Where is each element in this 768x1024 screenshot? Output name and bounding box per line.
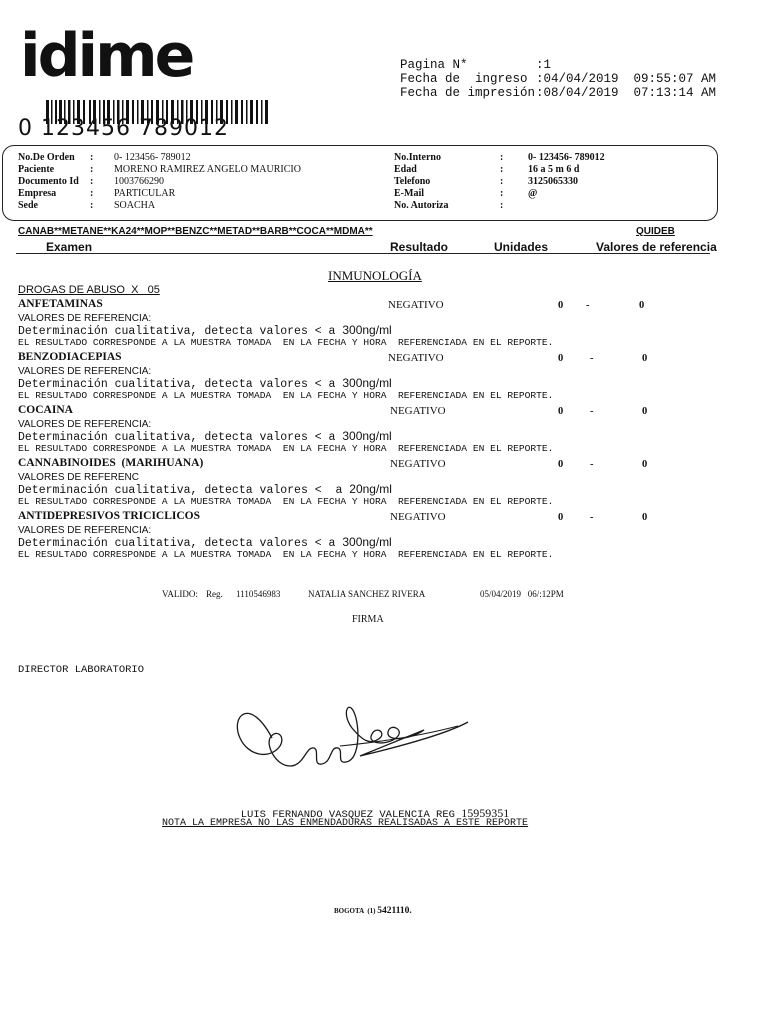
entry-date-value: :04/04/2019 09:55:07 AM [536, 72, 717, 86]
result-note: EL RESULTADO CORRESPONDE A LA MUESTRA TOMADA EN LA FECHA Y HORA REFERENCIADA EN EL REPORTE. [18, 549, 554, 560]
patient-name-value: MORENO RAMIREZ ANGELO MAURICIO [114, 164, 301, 175]
test-detail: Determinación cualitativa, detecta valores < a 300ng/ml [18, 429, 392, 444]
ref-high: 0 [642, 459, 648, 470]
test-row [0, 457, 768, 510]
company-value: PARTICULAR [114, 188, 176, 199]
test-name: BENZODIACEPIAS [18, 351, 122, 363]
ref-dash: - [590, 512, 594, 523]
test-result: NEGATIVO [388, 352, 444, 364]
lab-code: QUIDEB [636, 226, 675, 237]
order-number-value: 0- 123456- 789012 [114, 152, 191, 163]
document-id-value: 1003766290 [114, 176, 164, 187]
print-date-label: Fecha de impresión [400, 86, 536, 100]
page-number-label: Pagina N* [400, 58, 468, 72]
column-reference: Valores de referencia [596, 240, 717, 254]
company-label: Empresa [18, 188, 57, 199]
test-detail: Determinación cualitativa, detecta valores < a 20ng/ml [18, 482, 392, 497]
reference-label: VALORES DE REFERENCIA: [18, 313, 152, 324]
ref-dash: - [590, 459, 594, 470]
validation-datetime: 05/04/2019 06/:12PM [480, 589, 564, 599]
test-row [0, 510, 768, 563]
ref-low: 0 [558, 512, 564, 523]
authorization-label: No. Autoriza [394, 200, 449, 211]
test-result: NEGATIVO [390, 405, 446, 417]
ref-low: 0 [558, 300, 564, 311]
test-detail: Determinación cualitativa, detecta valores < a 300ng/ml [18, 376, 392, 391]
result-note: EL RESULTADO CORRESPONDE A LA MUESTRA TOMADA EN LA FECHA Y HORA REFERENCIADA EN EL REPORTE. [18, 443, 554, 454]
disclaimer-note: NOTA LA EMPRESA NO LAS ENMENDADURAS REALISADAS A ESTE REPORTE [162, 818, 529, 829]
colon: : [90, 188, 94, 199]
signer-reg: 15959351 [461, 806, 510, 820]
internal-number-label: No.Interno [394, 152, 441, 163]
colon: : [90, 152, 94, 163]
panel-code-line: CANAB**METANE**KA24**MOP**BENZC**METAD**BARB**COCA**MDMA** [18, 226, 373, 237]
column-units: Unidades [494, 240, 549, 254]
ref-high: 0 [642, 512, 648, 523]
validator-name: NATALIA SANCHEZ RIVERA [308, 589, 426, 599]
test-result: NEGATIVO [390, 458, 446, 470]
test-result: NEGATIVO [388, 299, 444, 311]
test-name: CANNABINOIDES (MARIHUANA) [18, 457, 204, 469]
email-label: E-Mail [394, 188, 424, 199]
phone-value: 3125065330 [528, 176, 578, 187]
group-title: DROGAS DE ABUSO X 05 [18, 284, 160, 296]
director-title: DIRECTOR LABORATORIO [18, 664, 145, 676]
ref-high: 0 [642, 353, 648, 364]
ref-low: 0 [558, 406, 564, 417]
ref-dash: - [590, 406, 594, 417]
reference-label: VALORES DE REFERENCIA: [18, 366, 152, 377]
patient-info-box [2, 145, 718, 221]
colon: : [90, 200, 94, 211]
reference-label: VALORES DE REFERENCIA: [18, 525, 152, 536]
age-label: Edad [394, 164, 417, 175]
site-label: Sede [18, 200, 38, 211]
test-name: COCAINA [18, 404, 73, 416]
result-note: EL RESULTADO CORRESPONDE A LA MUESTRA TOMADA EN LA FECHA Y HORA REFERENCIADA EN EL REPORTE. [18, 390, 554, 401]
test-result: NEGATIVO [390, 511, 446, 523]
colon: : [500, 152, 504, 163]
signer-name: LUIS FERNANDO VASQUEZ VALENCIA REG [240, 809, 462, 821]
test-row [0, 404, 768, 457]
entry-date-label: Fecha de ingreso [400, 72, 528, 86]
valid-label: VALIDO: [162, 589, 198, 599]
barcode-number: 0 123456 789012 [18, 116, 229, 141]
colon: : [500, 164, 504, 175]
print-date-value: :08/04/2019 07:13:14 AM [536, 86, 717, 100]
site-value: SOACHA [114, 200, 156, 211]
colon: : [500, 188, 504, 199]
document-id-label: Documento Id [18, 176, 79, 187]
footer-contact [326, 882, 412, 918]
ref-low: 0 [558, 353, 564, 364]
test-row [0, 351, 768, 404]
colon: : [500, 200, 504, 211]
footer-city: BOGOTA (1) [334, 907, 378, 915]
ref-low: 0 [558, 459, 564, 470]
patient-name-label: Paciente [18, 164, 55, 175]
order-number-label: No.De Orden [18, 152, 75, 163]
result-note: EL RESULTADO CORRESPONDE A LA MUESTRA TOMADA EN LA FECHA Y HORA REFERENCIADA EN EL REPORTE. [18, 496, 554, 507]
reg-number: 1110546983 [236, 589, 281, 599]
email-value: @ [528, 188, 538, 199]
test-name: ANTIDEPRESIVOS TRICICLICOS [18, 510, 201, 522]
test-detail: Determinación cualitativa, detecta valores < a 300ng/ml [18, 323, 392, 338]
footer-phone: 5421110. [377, 906, 412, 916]
column-result: Resultado [390, 240, 449, 254]
colon: : [90, 164, 94, 175]
section-title: INMUNOLOGÍA [328, 268, 422, 283]
handwritten-signature [210, 676, 504, 794]
colon: : [90, 176, 94, 187]
ref-high: 0 [642, 406, 648, 417]
test-row [0, 298, 768, 351]
company-logo: idime [20, 21, 193, 91]
column-exam: Examen [46, 240, 93, 254]
colon: : [500, 176, 504, 187]
ref-dash: - [590, 353, 594, 364]
ref-high: 0 [639, 300, 645, 311]
test-name: ANFETAMINAS [18, 298, 103, 310]
ref-dash: - [586, 300, 590, 311]
signature-caption: FIRMA [352, 614, 384, 625]
age-value: 16 a 5 m 6 d [528, 164, 580, 175]
test-detail: Determinación cualitativa, detecta valores < a 300ng/ml [18, 535, 392, 550]
reference-label: VALORES DE REFERENCIA: [18, 419, 152, 430]
page-number-value: :1 [536, 58, 552, 72]
reference-label: VALORES DE REFERENC [18, 472, 139, 483]
internal-number-value: 0- 123456- 789012 [528, 152, 605, 163]
phone-label: Telefono [394, 176, 431, 187]
reg-label: Reg. [206, 589, 223, 599]
result-note: EL RESULTADO CORRESPONDE A LA MUESTRA TOMADA EN LA FECHA Y HORA REFERENCIADA EN EL REPORTE. [18, 337, 554, 348]
